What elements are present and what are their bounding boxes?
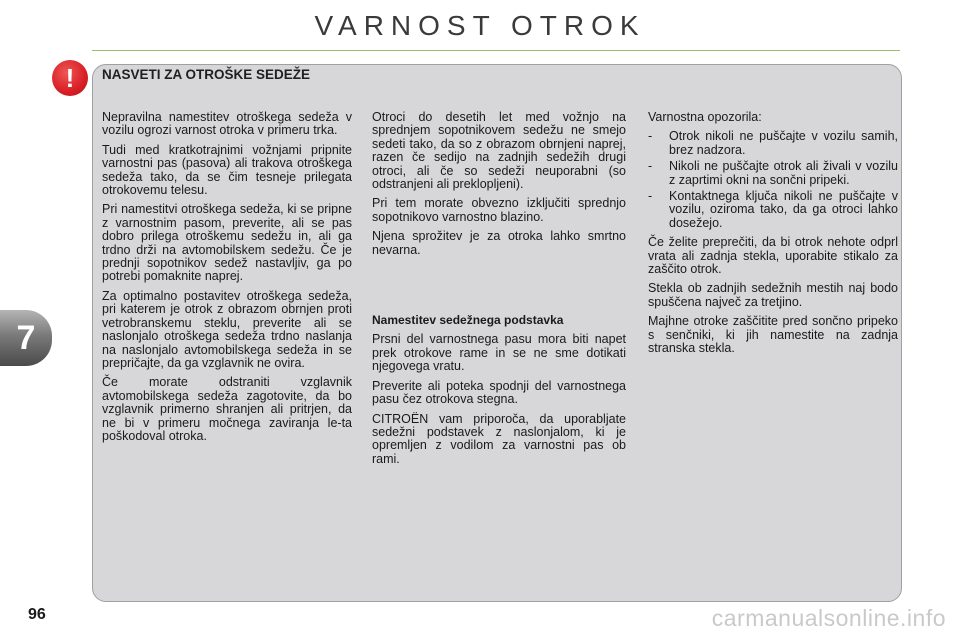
column-1 [102,111,352,449]
paragraph: Majhne otroke zaščitite pred sončno pripeko s senčniki, ki jih namestite na zadnja stranska stekla. [648,314,898,356]
page-number: 96 [28,606,46,623]
column-2 [372,111,626,472]
column-3 [648,111,898,362]
page-title: VARNOST OTROK [314,10,646,41]
paragraph: Pri tem morate obvezno izključiti sprednjo sopotnikovo varnostno blazino. [372,196,626,224]
paragraph: Za optimalno postavitev otroškega sedeža, pri katerem je otrok z obrazom obrnjen proti vetrobranskemu steklu, preverite ali se naslonjalo otroškega sedeža trdno naslanja na naslonjalo avtomobilskega sedeža in se prepričajte, da ga vzglavnik ne ovira. [102,288,352,370]
chapter-tab [0,310,52,366]
paragraph: Njena sprožitev je za otroka lahko smrtno nevarna. [372,229,626,257]
subsection-title: Namestitev sedežnega podstavka [372,313,564,328]
warning-symbol: ! [65,63,75,93]
paragraph: Preverite ali poteka spodnji del varnostnega pasu čez otrokova stegna. [372,378,626,407]
paragraph: Stekla ob zadnjih sedežnih mestih naj bodo spuščena največ za tretjino. [648,281,898,309]
paragraph: Če želite preprečiti, da bi otrok nehote odprl vrata ali zadnja stekla, uporabite stikalo za zaščito otrok. [648,235,898,277]
warnings-list [648,130,898,230]
warnings-intro: Varnostna opozorila: [648,110,762,124]
paragraph: Prsni del varnostnega pasu mora biti napet prek otrokove rame in se ne sme dotikati njegovega vratu. [372,332,626,374]
paragraph: Pri namestitvi otroškega sedeža, ki se pripne z varnostnim pasom, preverite, ali se pas dobro prilega otroškemu sedežu in, ali ga trdno drži na avtomobilskem sedežu. Če je prednji sopotnikov sedež nastavljiv, ga po potrebi pomaknite naprej. [102,202,352,284]
exclamation-icon [52,60,88,96]
paragraph: CITROËN vam priporoča, da uporabljate sedežni podstavek z naslonjalom, ki je opremljen z vodilom za varnostni pas ob rami. [372,411,626,466]
paragraph: Če morate odstraniti vzglavnik avtomobilskega sedeža zagotovite, da bo vzglavnik primerno shranjen ali pritrjen, da ne bi v primeru močnega zaviranja le-ta poškodoval otroka. [102,375,352,443]
list-item: - Nikoli ne puščajte otrok ali živali v vozilu z zaprtimi okni na sončni pripeki. [648,160,898,187]
list-item: - Kontaktnega ključa nikoli ne puščajte v vozilu, oziroma tako, da ga otroci lahko dosežejo. [648,190,898,230]
list-item: - Otrok nikoli ne puščajte v vozilu samih, brez nadzora. [648,130,898,157]
section-title: NASVETI ZA OTROŠKE SEDEŽE [102,67,311,82]
watermark: carmanualsonline.info [711,605,946,631]
paragraph: Otroci do desetih let med vožnjo na sprednjem sopotnikovem sedežu ne smejo sedeti tako, da so z obrazom obrnjeni naprej, razen če sedijo na zadnjih sedežih drugi otroci, ali če so sedeži neuporabni (so odstranjeni ali preklopljeni). [372,110,626,192]
booster-seat-section [372,314,626,466]
title-divider [92,50,900,51]
paragraph: Nepravilna namestitev otroškega sedeža v vozilu ogrozi varnost otroka v primeru trka. [102,110,352,138]
paragraph: Tudi med kratkotrajnimi vožnjami pripnite varnostni pas (pasova) ali trakova otroškega sedeža tako, da se čim tesneje prilegata otrokovemu telesu. [102,142,352,198]
chapter-number: 7 [16,318,36,357]
